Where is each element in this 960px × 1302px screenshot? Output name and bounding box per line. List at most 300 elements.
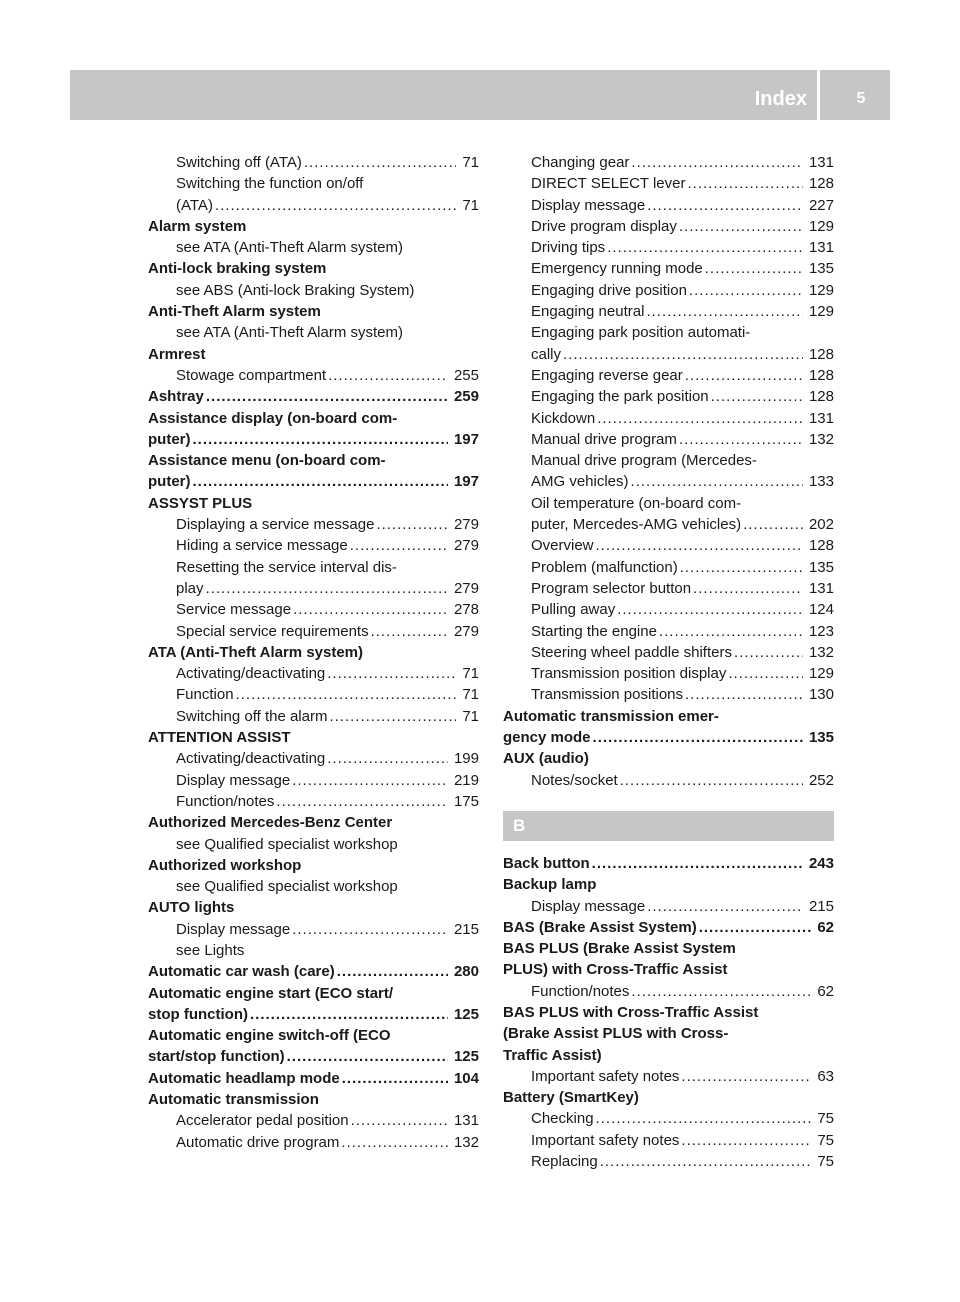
entry-text: Steering wheel paddle shifters (531, 643, 732, 661)
entry-text: ASSYST PLUS (148, 494, 253, 512)
entry-text: Engaging reverse gear (531, 366, 683, 384)
entry-text: Drive program display (531, 217, 677, 235)
index-subentry (148, 322, 479, 343)
entry-text: Stowage compartment (176, 366, 327, 384)
index-subentry (148, 173, 479, 194)
index-subentry (503, 301, 834, 322)
leader-dots (688, 173, 803, 194)
entry-text: Traffic Assist) (503, 1046, 602, 1064)
leader-dots (293, 599, 448, 620)
leader-dots (351, 1110, 448, 1131)
index-subentry (503, 258, 834, 279)
page-reference: 129 (808, 281, 834, 299)
page-reference: 197 (453, 430, 479, 448)
leader-dots (193, 471, 448, 492)
entry-text: Special service requirements (176, 622, 369, 640)
entry-text: Back button (503, 854, 590, 872)
page-reference: 278 (453, 601, 479, 619)
entry-text: ATA (Anti-Theft Alarm system) (148, 643, 364, 661)
page-reference: 62 (817, 918, 834, 936)
index-subentry (503, 684, 834, 705)
index-term (148, 897, 479, 918)
page-reference: 215 (808, 897, 834, 915)
entry-text: stop function) (148, 1005, 248, 1023)
entry-text: Ashtray (148, 388, 204, 406)
leader-dots (342, 1068, 448, 1089)
leader-dots (617, 599, 803, 620)
entry-text: Pulling away (531, 601, 616, 619)
leader-dots (292, 770, 448, 791)
page-reference: 71 (462, 154, 479, 171)
index-term (148, 450, 479, 471)
index-subentry (148, 663, 479, 684)
leader-dots (206, 578, 448, 599)
index-term (148, 344, 479, 365)
page-reference: 132 (808, 643, 834, 661)
index-subentry (148, 535, 479, 556)
entry-text: Automatic transmission emer- (503, 707, 719, 725)
index-subentry (503, 1108, 834, 1129)
leader-dots (631, 471, 803, 492)
leader-dots (680, 557, 803, 578)
page-reference: 279 (453, 516, 479, 534)
page-title: Index (755, 70, 820, 120)
page-reference: 175 (453, 792, 479, 810)
page-reference: 135 (808, 729, 834, 747)
page-reference: 135 (808, 558, 834, 576)
page-reference: 279 (453, 537, 479, 555)
entry-text: Activating/deactivating (176, 665, 326, 683)
index-subentry (148, 748, 479, 769)
entry-text: Authorized workshop (148, 856, 302, 874)
index-subentry (503, 896, 834, 917)
index-subentry (503, 173, 834, 194)
index-subentry (503, 237, 834, 258)
index-term (148, 1004, 479, 1025)
entry-text: Switching off the alarm (176, 707, 328, 725)
page-reference: 219 (453, 771, 479, 789)
entry-text: (Brake Assist PLUS with Cross- (503, 1025, 729, 1043)
index-subentry (503, 386, 834, 407)
index-subentry (148, 514, 479, 535)
entry-text: Program selector button (531, 579, 692, 597)
page-reference: 135 (808, 260, 834, 278)
page-reference: 132 (453, 1133, 479, 1151)
entry-text: Activating/deactivating (176, 750, 326, 768)
page-reference: 128 (808, 345, 834, 363)
index-term (148, 642, 479, 663)
index-subentry (503, 578, 834, 599)
entry-text: BAS PLUS (Brake Assist System (503, 940, 736, 958)
entry-text: Automatic headlamp mode (148, 1069, 340, 1087)
entry-text: see ATA (Anti-Theft Alarm system) (176, 239, 404, 257)
entry-text: AMG vehicles) (531, 473, 629, 491)
entry-text: Switching off (ATA) (176, 154, 302, 171)
index-subentry (503, 471, 834, 492)
entry-text: Service message (176, 601, 292, 619)
entry-text: Automatic engine switch-off (ECO (148, 1027, 391, 1045)
index-list-a (503, 152, 834, 791)
entry-text: Important safety notes (531, 1067, 680, 1085)
page-reference: 255 (453, 366, 479, 384)
entry-text: Accelerator pedal position (176, 1112, 349, 1130)
leader-dots (376, 514, 448, 535)
page-reference: 75 (817, 1153, 834, 1171)
entry-text: DIRECT SELECT lever (531, 175, 686, 193)
entry-text: see Qualified specialist workshop (176, 835, 398, 853)
index-subentry (148, 834, 479, 855)
page-reference: 129 (808, 217, 834, 235)
entry-text: BAS (Brake Assist System) (503, 918, 697, 936)
entry-text: Engaging the park position (531, 388, 709, 406)
index-subentry (148, 876, 479, 897)
page-reference: 128 (808, 388, 834, 406)
leader-dots (327, 748, 448, 769)
entry-text: Displaying a service message (176, 516, 375, 534)
leader-dots (679, 429, 803, 450)
index-subentry (503, 663, 834, 684)
index-term (503, 853, 834, 874)
entry-text: Assistance menu (on-board com- (148, 452, 386, 470)
index-term (148, 471, 479, 492)
entry-text: Anti-lock braking system (148, 260, 327, 278)
index-term (503, 874, 834, 895)
entry-text: Replacing (531, 1153, 598, 1171)
index-subentry (503, 408, 834, 429)
leader-dots (743, 514, 803, 535)
index-column-left (148, 152, 479, 1153)
index-subentry (148, 365, 479, 386)
index-subentry (148, 237, 479, 258)
leader-dots (659, 621, 803, 642)
leader-dots (193, 429, 448, 450)
leader-dots (327, 663, 456, 684)
leader-dots (647, 896, 803, 917)
leader-dots (681, 1066, 811, 1087)
page-reference: 128 (808, 175, 834, 193)
leader-dots (600, 1151, 812, 1172)
page-reference: 197 (453, 473, 479, 491)
index-term (503, 1087, 834, 1108)
index-term (148, 727, 479, 748)
entry-text: Manual drive program (531, 430, 677, 448)
index-term (148, 386, 479, 407)
leader-dots (337, 961, 448, 982)
index-subentry (148, 791, 479, 812)
leader-dots (350, 535, 448, 556)
page-reference: 227 (808, 196, 834, 214)
leader-dots (631, 152, 803, 173)
index-term (148, 983, 479, 1004)
index-term (148, 493, 479, 514)
index-term (148, 1025, 479, 1046)
leader-dots (593, 727, 803, 748)
entry-text: Backup lamp (503, 876, 597, 894)
leader-dots (693, 578, 803, 599)
page-reference: 130 (808, 686, 834, 704)
index-term (503, 917, 834, 938)
index-term (148, 855, 479, 876)
entry-text: Resetting the service interval dis- (176, 558, 397, 576)
page-reference: 129 (808, 665, 834, 683)
leader-dots (689, 280, 803, 301)
index-subentry (503, 365, 834, 386)
entry-text: PLUS) with Cross-Traffic Assist (503, 961, 728, 979)
index-subentry (148, 770, 479, 791)
index-subentry (503, 1130, 834, 1151)
leader-dots (287, 1046, 448, 1067)
index-subentry (148, 578, 479, 599)
index-subentry (503, 493, 834, 514)
leader-dots (646, 301, 803, 322)
page-reference: 215 (453, 920, 479, 938)
entry-text: Overview (531, 537, 594, 555)
entry-text: Kickdown (531, 409, 596, 427)
page-reference: 125 (453, 1005, 479, 1023)
entry-text: gency mode (503, 729, 591, 747)
index-subentry (148, 919, 479, 940)
entry-text: ATTENTION ASSIST (148, 729, 291, 747)
index-subentry (148, 940, 479, 961)
section-header-b (503, 811, 834, 841)
index-subentry (503, 322, 834, 343)
index-subentry (148, 599, 479, 620)
leader-dots (679, 216, 803, 237)
entry-text: Alarm system (148, 217, 247, 235)
entry-text: Engaging neutral (531, 303, 645, 321)
page-reference: 279 (453, 579, 479, 597)
index-subentry (503, 152, 834, 173)
page-reference: 252 (808, 771, 834, 789)
entry-text: Notes/socket (531, 771, 618, 789)
leader-dots (563, 344, 803, 365)
entry-text: puter) (148, 430, 191, 448)
index-term (503, 1023, 834, 1044)
entry-text: puter, Mercedes-AMG vehicles) (531, 516, 742, 534)
page-reference: 131 (808, 579, 834, 597)
entry-text: Transmission positions (531, 686, 683, 704)
index-column-right (503, 152, 834, 1172)
entry-text: Changing gear (531, 154, 630, 171)
entry-text: AUX (audio) (503, 750, 589, 768)
index-subentry (148, 557, 479, 578)
page-number: 5 (856, 90, 866, 107)
index-subentry (503, 981, 834, 1002)
leader-dots (607, 237, 803, 258)
entry-text: Automatic drive program (176, 1133, 340, 1151)
entry-text: cally (531, 345, 562, 363)
leader-dots (711, 386, 803, 407)
index-subentry (503, 642, 834, 663)
page-reference: 129 (808, 303, 834, 321)
page-reference: 71 (462, 665, 479, 683)
index-term (148, 429, 479, 450)
entry-text: Function (176, 686, 234, 704)
page-reference: 131 (808, 239, 834, 257)
entry-text: Battery (SmartKey) (503, 1089, 639, 1107)
entry-text: Transmission position display (531, 665, 727, 683)
entry-text: Manual drive program (Mercedes- (531, 452, 757, 470)
entry-text: Authorized Mercedes-Benz Center (148, 814, 393, 832)
index-term (148, 301, 479, 322)
index-term (503, 959, 834, 980)
leader-dots (276, 791, 448, 812)
page-reference: 71 (462, 686, 479, 704)
header-bar (70, 70, 890, 120)
index-subentry (148, 684, 479, 705)
index-list-b (503, 853, 834, 1172)
entry-text: Important safety notes (531, 1131, 680, 1149)
index-subentry (148, 621, 479, 642)
leader-dots (647, 195, 803, 216)
leader-dots (250, 1004, 448, 1025)
entry-text: (ATA) (176, 196, 213, 214)
index-term (503, 727, 834, 748)
page-reference: 128 (808, 537, 834, 555)
leader-dots (206, 386, 448, 407)
page-reference: 63 (817, 1067, 834, 1085)
entry-text: Checking (531, 1110, 594, 1128)
index-subentry (503, 1066, 834, 1087)
page-reference: 243 (808, 854, 834, 872)
page-reference: 75 (817, 1110, 834, 1128)
page-reference: 279 (453, 622, 479, 640)
entry-text: BAS PLUS with Cross-Traffic Assist (503, 1003, 759, 1021)
entry-text: Display message (176, 920, 291, 938)
leader-dots (236, 684, 457, 705)
entry-text: puter) (148, 473, 191, 491)
index-subentry (503, 514, 834, 535)
page-reference: 104 (453, 1069, 479, 1087)
entry-text: Engaging drive position (531, 281, 687, 299)
leader-dots (631, 981, 811, 1002)
index-subentry (148, 1132, 479, 1153)
leader-dots (596, 1108, 812, 1129)
page-reference: 124 (808, 601, 834, 619)
entry-text: Automatic engine start (ECO start/ (148, 984, 394, 1002)
index-term (148, 258, 479, 279)
page-reference: 131 (808, 154, 834, 171)
leader-dots (328, 365, 448, 386)
index-term (148, 1089, 479, 1110)
entry-text: Engaging park position automati- (531, 324, 751, 342)
entry-text: Starting the engine (531, 622, 657, 640)
entry-text: Armrest (148, 345, 206, 363)
page-reference: 71 (462, 707, 479, 725)
index-term (503, 706, 834, 727)
entry-text: Display message (531, 897, 646, 915)
entry-text: see Qualified specialist workshop (176, 878, 398, 896)
index-term (148, 961, 479, 982)
index-subentry (503, 195, 834, 216)
index-subentry (148, 280, 479, 301)
index-term (148, 1046, 479, 1067)
index-subentry (503, 344, 834, 365)
entry-text: Automatic car wash (care) (148, 963, 335, 981)
leader-dots (215, 195, 456, 216)
page-reference: 131 (808, 409, 834, 427)
leader-dots (371, 621, 448, 642)
leader-dots (685, 684, 803, 705)
page-reference: 133 (808, 473, 834, 491)
leader-dots (597, 408, 803, 429)
entry-text: start/stop function) (148, 1048, 285, 1066)
page-reference: 123 (808, 622, 834, 640)
index-subentry (148, 1110, 479, 1131)
leader-dots (304, 152, 456, 173)
index-term (503, 1045, 834, 1066)
leader-dots (734, 642, 803, 663)
index-subentry (503, 216, 834, 237)
entry-text: Function/notes (531, 982, 630, 1000)
index-term (148, 1068, 479, 1089)
entry-text: Switching the function on/off (176, 175, 364, 193)
leader-dots (292, 919, 448, 940)
index-subentry (503, 1151, 834, 1172)
index-subentry (503, 280, 834, 301)
entry-text: Display message (531, 196, 646, 214)
entry-text: Driving tips (531, 239, 606, 257)
index-term (503, 938, 834, 959)
leader-dots (592, 853, 803, 874)
page-reference: 62 (817, 982, 834, 1000)
entry-text: Emergency running mode (531, 260, 703, 278)
entry-text: AUTO lights (148, 899, 235, 917)
page-reference: 259 (453, 388, 479, 406)
page-reference: 131 (453, 1112, 479, 1130)
index-subentry (148, 195, 479, 216)
leader-dots (705, 258, 803, 279)
leader-dots (699, 917, 812, 938)
entry-text: Anti-Theft Alarm system (148, 303, 321, 321)
index-subentry (503, 621, 834, 642)
entry-text: Hiding a service message (176, 537, 348, 555)
entry-text: Assistance display (on-board com- (148, 409, 398, 427)
entry-text: Display message (176, 771, 291, 789)
entry-text: play (176, 579, 204, 597)
index-subentry (503, 557, 834, 578)
index-term (148, 216, 479, 237)
leader-dots (685, 365, 803, 386)
page-reference: 71 (462, 196, 479, 214)
entry-text: Problem (malfunction) (531, 558, 678, 576)
leader-dots (728, 663, 803, 684)
index-subentry (503, 770, 834, 791)
index-subentry (503, 450, 834, 471)
index-term (503, 748, 834, 769)
index-subentry (148, 152, 479, 173)
leader-dots (620, 770, 803, 791)
leader-dots (681, 1130, 811, 1151)
page-reference: 128 (808, 366, 834, 384)
page-reference: 125 (453, 1048, 479, 1066)
entry-text: Function/notes (176, 792, 275, 810)
page-reference: 199 (453, 750, 479, 768)
index-term (503, 1002, 834, 1023)
entry-text: see ABS (Anti-lock Braking System) (176, 281, 415, 299)
page-reference: 75 (817, 1131, 834, 1149)
entry-text: see ATA (Anti-Theft Alarm system) (176, 324, 404, 342)
leader-dots (596, 535, 803, 556)
index-term (148, 812, 479, 833)
section-letter: B (513, 815, 526, 835)
index-subentry (148, 706, 479, 727)
entry-text: see Lights (176, 941, 245, 959)
page-reference: 280 (453, 963, 479, 981)
leader-dots (329, 706, 456, 727)
index-subentry (503, 429, 834, 450)
leader-dots (341, 1132, 448, 1153)
